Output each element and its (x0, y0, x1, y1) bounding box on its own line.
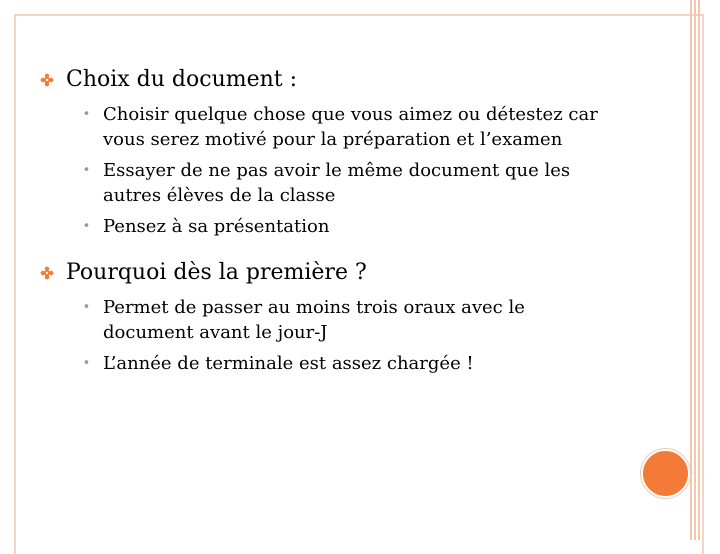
list-item (80, 158, 600, 208)
small-bullet-icon: • (82, 356, 91, 371)
decorative-circle (641, 449, 690, 498)
list-item (80, 351, 600, 376)
small-bullet-icon: • (82, 219, 91, 234)
section-heading (40, 66, 600, 94)
decorative-line-right (698, 0, 700, 540)
flower-bullet-icon (40, 266, 54, 280)
decorative-line-middle (694, 0, 696, 540)
section-heading-text: Choix du document : (66, 67, 298, 92)
list-item-text: L’année de terminale est assez chargée ! (103, 353, 474, 374)
list-item-text: Essayer de ne pas avoir le même document que les autres élèves de la classe (103, 160, 571, 206)
bullet-list (80, 295, 600, 376)
list-item-text: Pensez à sa présentation (103, 216, 330, 237)
section-heading-text: Pourquoi dès la première ? (66, 260, 367, 285)
bullet-list (80, 102, 600, 239)
decorative-line-left (690, 0, 692, 540)
small-bullet-icon: • (82, 300, 91, 315)
section-heading (40, 259, 600, 287)
list-item-text: Permet de passer au moins trois oraux avec le document avant le jour-J (103, 297, 525, 343)
list-item (80, 295, 600, 345)
flower-bullet-icon (40, 73, 54, 87)
small-bullet-icon: • (82, 163, 91, 178)
section-pourquoi-premiere (40, 259, 600, 376)
section-choix-document (40, 66, 600, 239)
slide-content (40, 66, 600, 396)
list-item (80, 102, 600, 152)
list-item-text: Choisir quelque chose que vous aimez ou détestez car vous serez motivé pour la préparation et l’examen (103, 104, 598, 150)
list-item (80, 214, 600, 239)
small-bullet-icon: • (82, 107, 91, 122)
